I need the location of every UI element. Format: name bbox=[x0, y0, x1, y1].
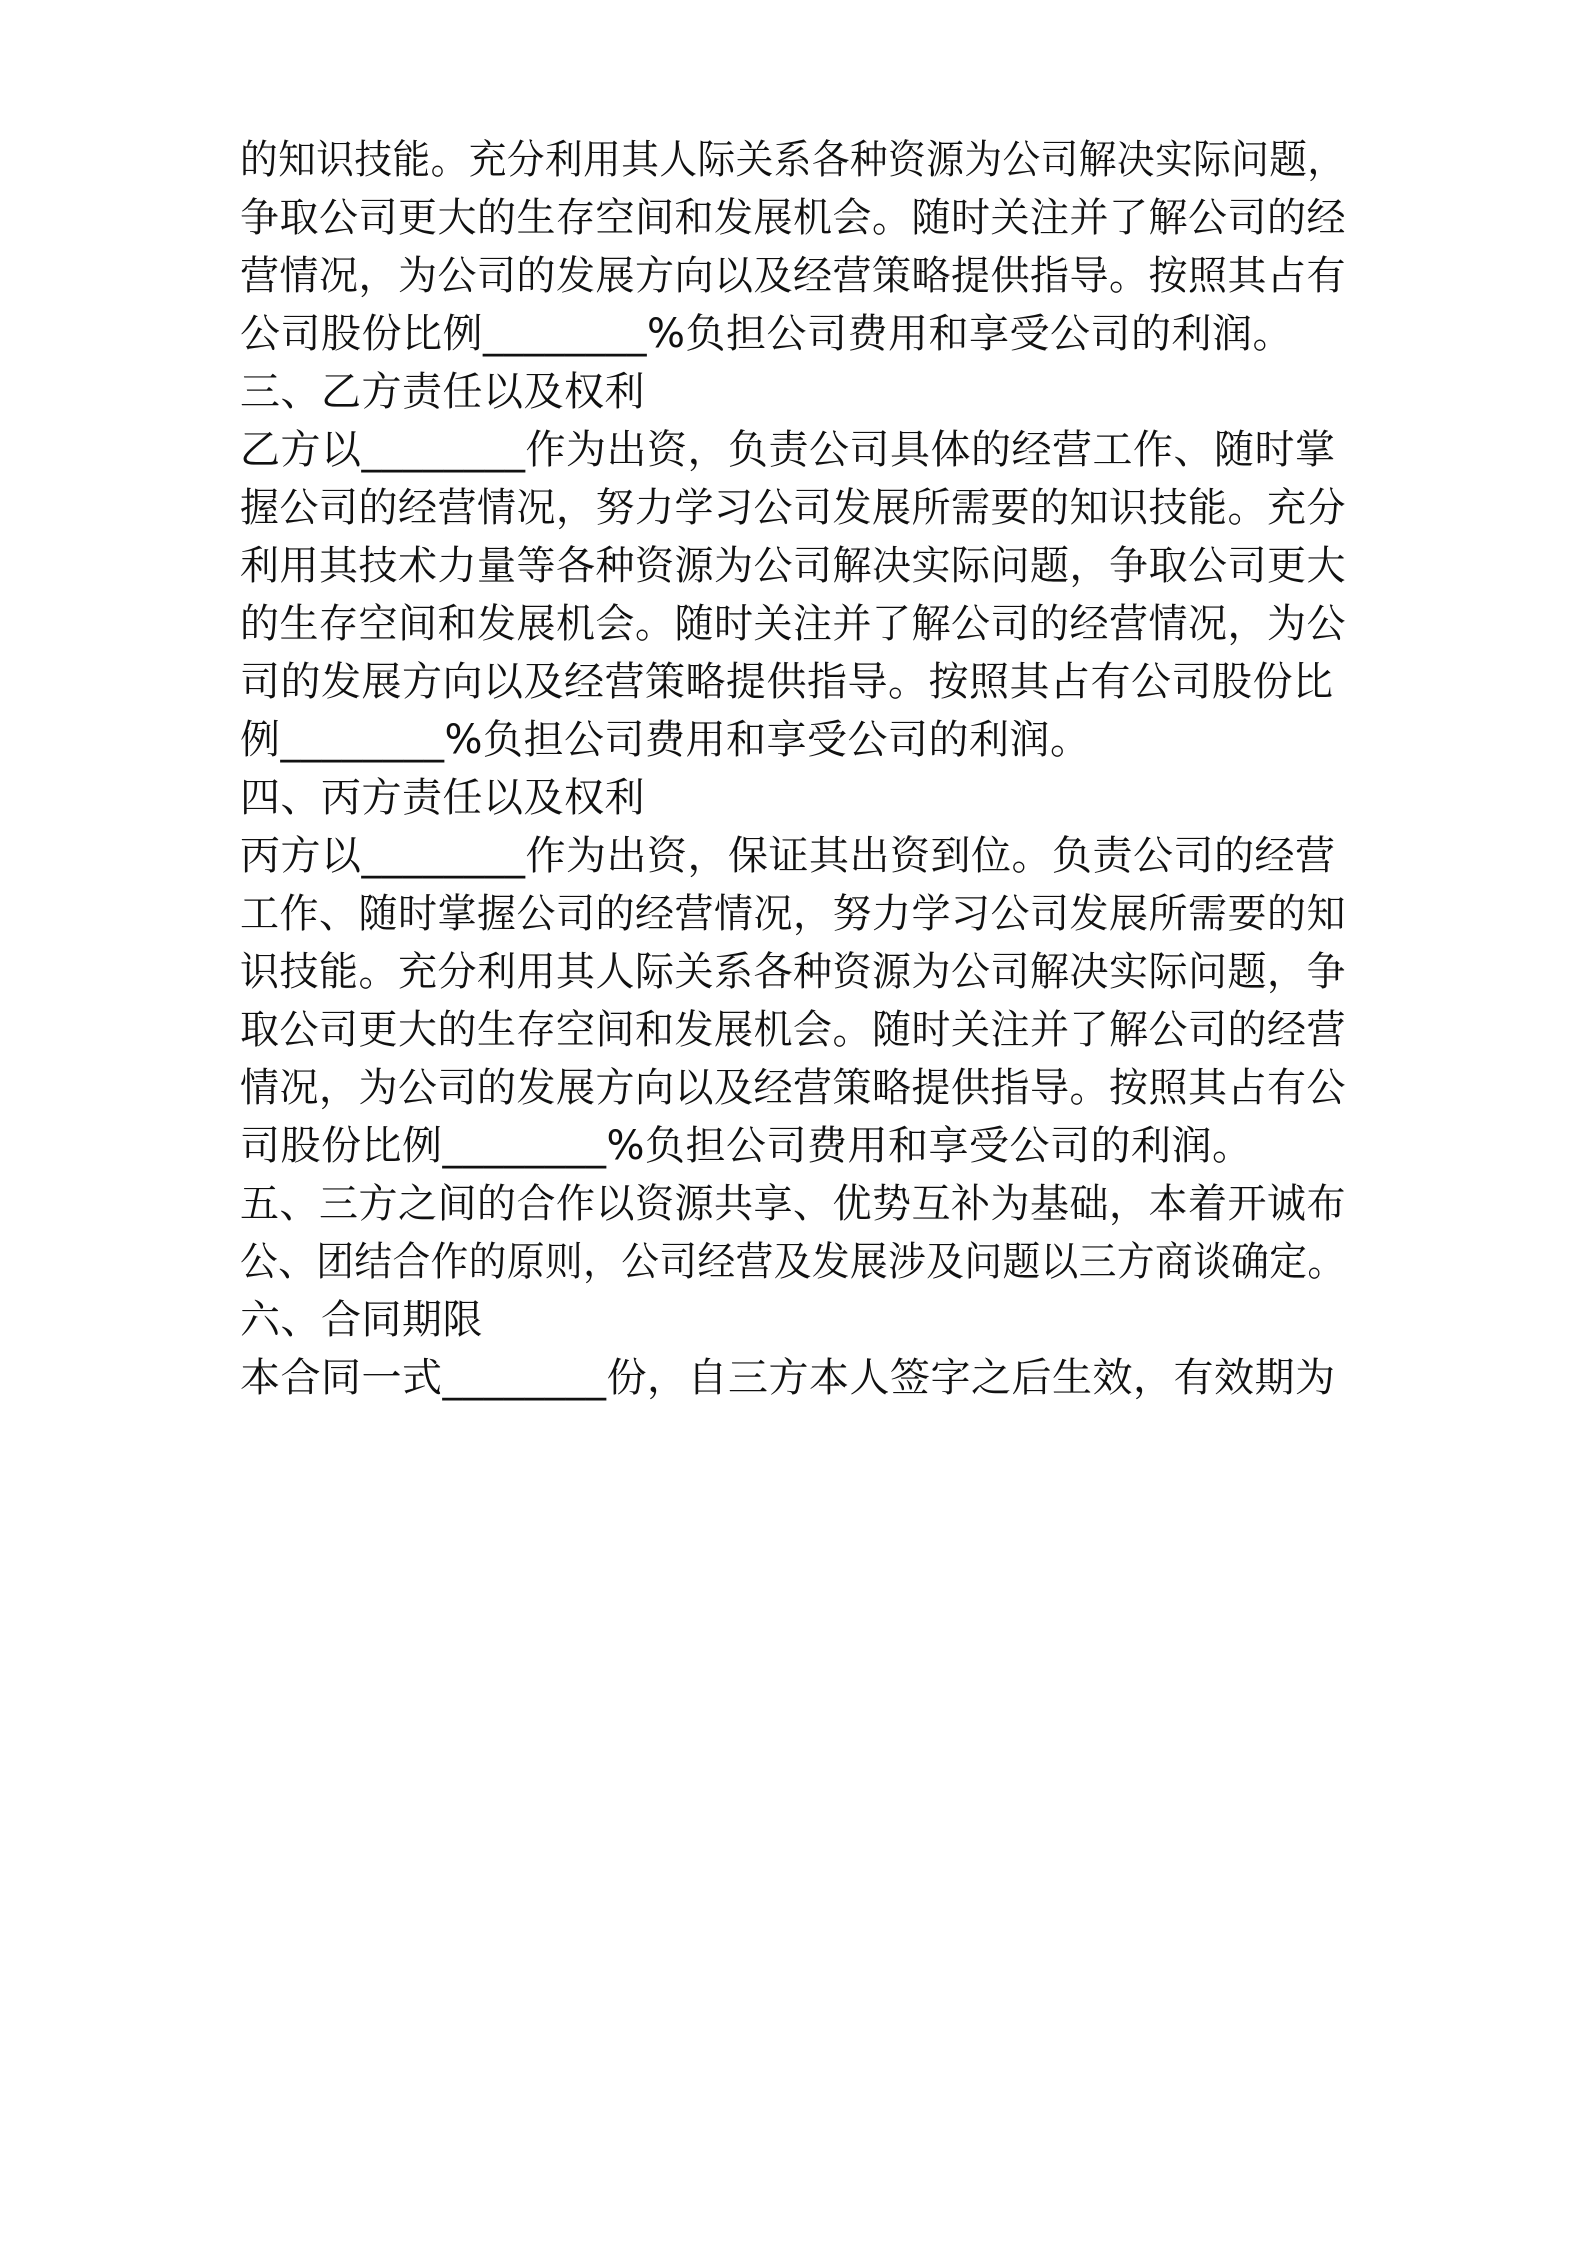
text-line: 司股份比例________%负担公司费用和享受公司的利润。 bbox=[240, 1123, 1253, 1169]
text-line: 丙方以________作为出资，保证其出资到位。负责公司的经营 bbox=[240, 833, 1336, 879]
text-line: 的知识技能。充分利用其人际关系各种资源为公司解决实际问题， bbox=[240, 137, 1346, 183]
text-line: 公司股份比例________%负担公司费用和享受公司的利润。 bbox=[240, 311, 1294, 357]
text-line: 识技能。充分利用其人际关系各种资源为公司解决实际问题，争 bbox=[240, 949, 1346, 995]
text-line: 司的发展方向以及经营策略提供指导。按照其占有公司股份比 bbox=[240, 659, 1334, 705]
text-line: 利用其技术力量等各种资源为公司解决实际问题，争取公司更大 bbox=[240, 543, 1346, 589]
text-line: 争取公司更大的生存空间和发展机会。随时关注并了解公司的经 bbox=[240, 195, 1346, 241]
section-heading: 六、合同期限 bbox=[240, 1297, 483, 1343]
section-heading: 四、丙方责任以及权利 bbox=[240, 775, 645, 821]
text-line: 公、团结合作的原则，公司经营及发展涉及问题以三方商谈确定。 bbox=[240, 1239, 1346, 1285]
text-line: 五、三方之间的合作以资源共享、优势互补为基础，本着开诚布 bbox=[240, 1181, 1346, 1227]
text-line: 乙方以________作为出资，负责公司具体的经营工作、随时掌 bbox=[240, 427, 1336, 473]
text-line: 工作、随时掌握公司的经营情况，努力学习公司发展所需要的知 bbox=[240, 891, 1346, 937]
text-line: 握公司的经营情况，努力学习公司发展所需要的知识技能。充分 bbox=[240, 485, 1346, 531]
section-heading: 三、乙方责任以及权利 bbox=[240, 369, 645, 415]
text-line: 例________%负担公司费用和享受公司的利润。 bbox=[240, 717, 1091, 763]
text-line: 营情况，为公司的发展方向以及经营策略提供指导。按照其占有 bbox=[240, 253, 1346, 299]
text-line: 本合同一式________份，自三方本人签字之后生效，有效期为 bbox=[240, 1355, 1336, 1401]
text-line: 情况，为公司的发展方向以及经营策略提供指导。按照其占有公 bbox=[240, 1065, 1346, 1111]
text-line: 的生存空间和发展机会。随时关注并了解公司的经营情况，为公 bbox=[240, 601, 1346, 647]
text-line: 取公司更大的生存空间和发展机会。随时关注并了解公司的经营 bbox=[240, 1007, 1346, 1053]
